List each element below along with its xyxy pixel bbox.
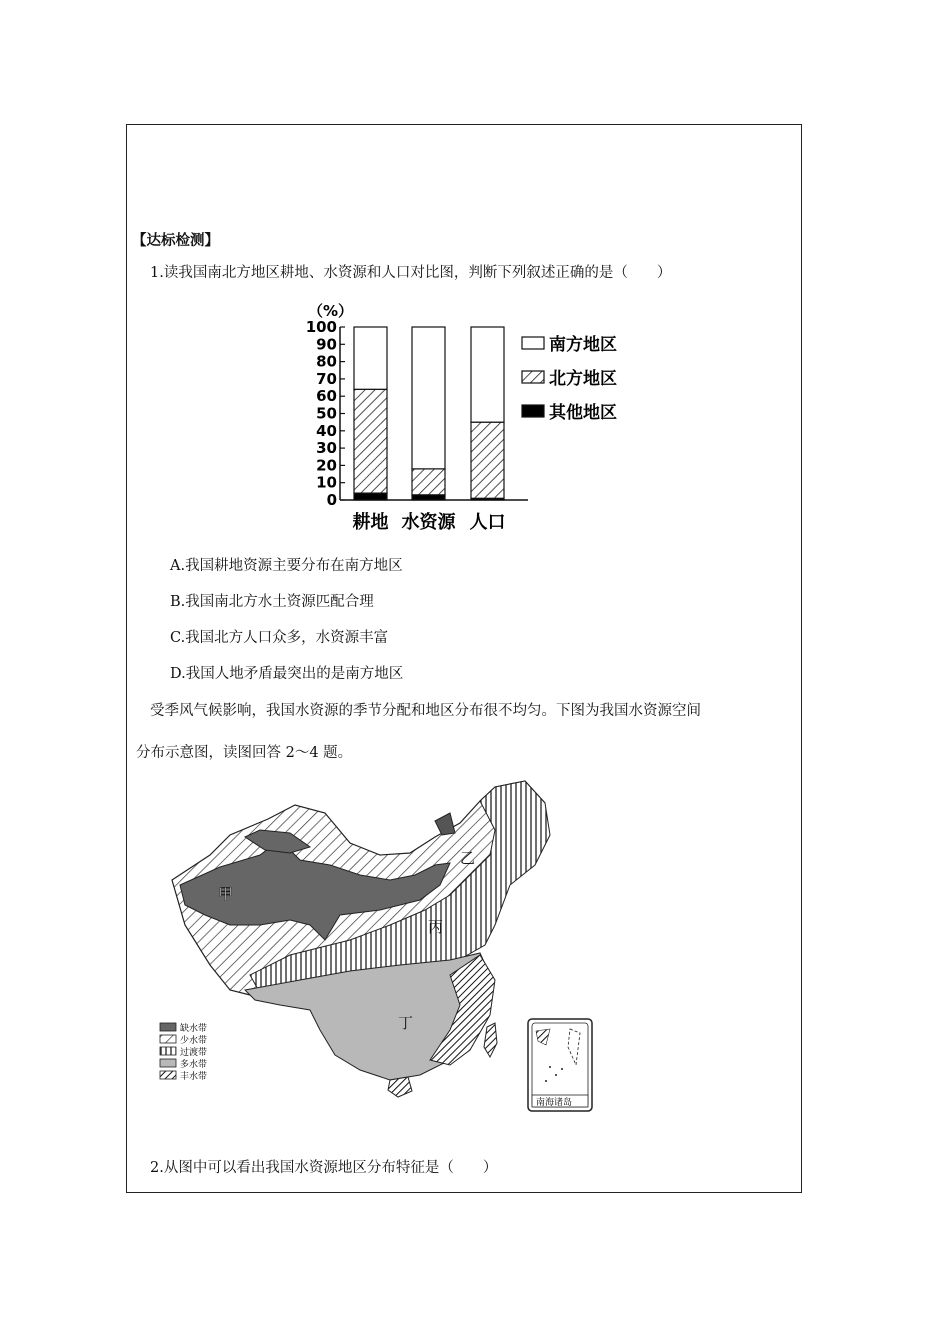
legend-label-transition: 过渡带 bbox=[180, 1048, 208, 1058]
bar-segment bbox=[412, 495, 445, 500]
bar-segment bbox=[354, 389, 387, 493]
y-tick-label: 90 bbox=[316, 335, 337, 354]
bar-segment bbox=[471, 327, 504, 422]
legend-label-abundant: 多水带 bbox=[180, 1060, 208, 1070]
stacked-bar-chart bbox=[290, 296, 650, 536]
map-label-bing: 丙 bbox=[428, 918, 444, 936]
y-tick-label: 70 bbox=[316, 369, 337, 388]
legend-swatch bbox=[522, 405, 544, 417]
y-tick-label: 30 bbox=[316, 439, 337, 458]
y-tick-label: 40 bbox=[316, 421, 337, 440]
legend-label: 南方地区 bbox=[549, 335, 617, 355]
y-tick-label: 80 bbox=[316, 352, 337, 371]
section-title: 【达标检测】 bbox=[132, 233, 219, 249]
question-2-stem: 2.从图中可以看出我国水资源地区分布特征是（ ） bbox=[150, 1160, 498, 1176]
bar-segment bbox=[412, 469, 445, 495]
x-axis-labels bbox=[353, 511, 506, 533]
bar-segment bbox=[354, 493, 387, 500]
map-label-ding: 丁 bbox=[398, 1014, 414, 1032]
legend-label-low: 少水带 bbox=[180, 1036, 208, 1046]
y-axis-unit: （%） bbox=[308, 302, 354, 320]
taiwan-island bbox=[484, 1023, 497, 1057]
bar-segment bbox=[412, 327, 445, 469]
chart-legend bbox=[522, 334, 617, 423]
x-tick-label: 人口 bbox=[469, 512, 506, 533]
bar-segment bbox=[471, 422, 504, 498]
bar-segment bbox=[354, 327, 387, 389]
legend-swatch bbox=[522, 337, 544, 349]
y-tick-label: 60 bbox=[316, 387, 337, 406]
option-b: B.我国南北方水土资源匹配合理 bbox=[170, 594, 374, 610]
hainan-island bbox=[388, 1077, 412, 1097]
intro-line-2: 分布示意图，读图回答 2～4 题。 bbox=[136, 745, 353, 761]
legend-label-shortage: 缺水带 bbox=[180, 1024, 208, 1034]
inset-label: 南海诸岛 bbox=[536, 1098, 573, 1108]
y-tick-label: 10 bbox=[316, 473, 337, 492]
south-china-sea-inset bbox=[528, 1019, 592, 1111]
y-tick-label: 20 bbox=[316, 456, 337, 475]
legend-label: 北方地区 bbox=[549, 369, 617, 389]
y-tick-label: 100 bbox=[305, 318, 337, 336]
y-tick-label: 0 bbox=[326, 491, 337, 509]
intro-line-1: 受季风气候影响，我国水资源的季节分配和地区分布很不均匀。下图为我国水资源空间 bbox=[150, 703, 701, 719]
legend-label: 其他地区 bbox=[549, 403, 617, 423]
chart-bars bbox=[354, 327, 504, 500]
china-water-map bbox=[150, 775, 610, 1115]
legend-swatch bbox=[522, 371, 544, 383]
question-1-stem: 1.读我国南北方地区耕地、水资源和人口对比图，判断下列叙述正确的是（ ） bbox=[150, 265, 672, 281]
y-tick-label: 50 bbox=[316, 404, 337, 423]
option-a: A.我国耕地资源主要分布在南方地区 bbox=[170, 558, 403, 574]
map-legend bbox=[160, 1022, 207, 1082]
map-label-yi: 乙 bbox=[460, 849, 476, 867]
option-d: D.我国人地矛盾最突出的是南方地区 bbox=[170, 666, 404, 682]
map-label-jia: 甲 bbox=[218, 885, 234, 903]
option-c: C.我国北方人口众多，水资源丰富 bbox=[170, 630, 389, 646]
x-tick-label: 耕地 bbox=[352, 512, 389, 533]
northeast-tip bbox=[435, 813, 455, 835]
x-tick-label: 水资源 bbox=[401, 512, 456, 533]
legend-label-rich: 丰水带 bbox=[180, 1072, 208, 1082]
